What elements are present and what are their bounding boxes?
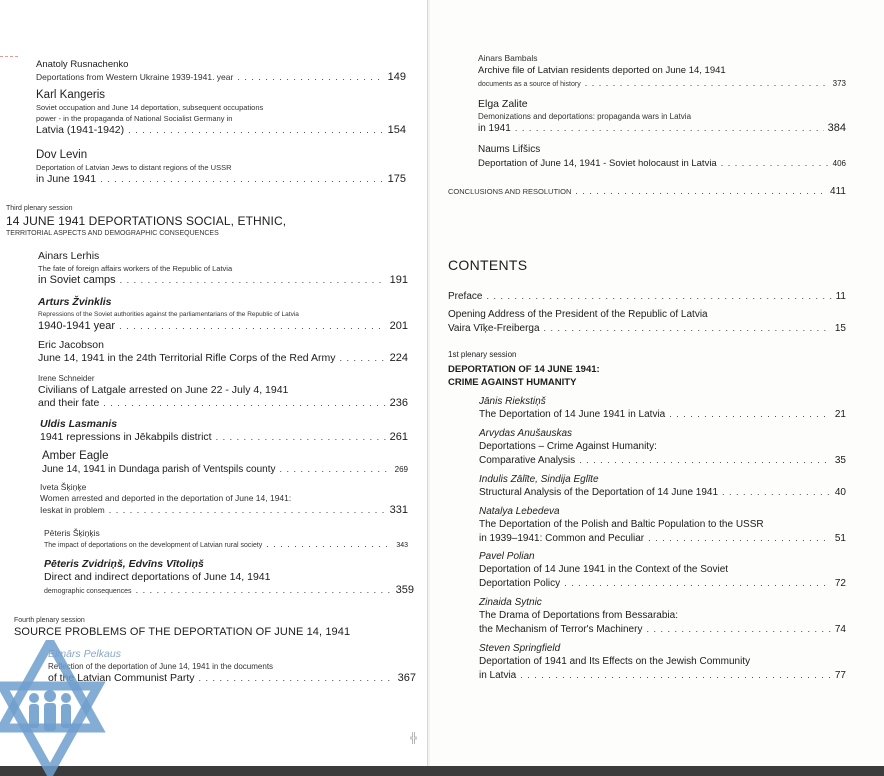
entry-line (479, 486, 846, 500)
entry-line (38, 274, 408, 287)
entry-page: 149 (387, 71, 406, 83)
toc-entry (38, 373, 408, 410)
entry-author: Pēteris Zvidriņš, Edvīns Vītoliņš (44, 558, 204, 570)
toc-entry (42, 450, 408, 476)
leader-dots (646, 624, 830, 634)
entry-page: 40 (834, 487, 846, 498)
entry-author: Irene Schneider (38, 374, 95, 383)
entry-title: Deportation of 1941 and Its Effects on the Jewish Community (479, 656, 751, 667)
entry-title: Reflection of the deportation of June 14, 1941 in the documents (48, 662, 274, 671)
session-title-line: CRIME AGAINST HUMANITY (448, 377, 577, 388)
entry-title: the Mechanism of Terror's Machinery (479, 624, 643, 635)
leader-dots (575, 186, 826, 196)
entry-title: Deportations from Western Ukraine 1939-1941. year (36, 72, 234, 82)
session-title: 14 JUNE 1941 DEPORTATIONS SOCIAL, ETHNIC, (6, 214, 287, 228)
entry-title: Deportation of June 14, 1941 - Soviet holocaust in Latvia (478, 158, 717, 169)
entry-page: 359 (395, 584, 414, 596)
entry-page: 373 (832, 79, 846, 88)
entry-line (479, 623, 846, 637)
entry-line (38, 352, 408, 365)
conclusions-entry (448, 186, 846, 197)
star-of-david-watermark-icon (0, 640, 112, 776)
toc-entry (479, 505, 846, 546)
entry-line (479, 454, 846, 468)
session-title-line: DEPORTATION OF 14 JUNE 1941: (448, 364, 600, 375)
toc-entry (478, 97, 846, 136)
session-label: Third plenary session (6, 205, 73, 212)
leader-dots (103, 398, 385, 408)
entry-line (448, 322, 846, 336)
toc-entry (38, 250, 408, 287)
session-label: 1st plenary session (448, 350, 517, 359)
entry-title: Archive file of Latvian residents deported on June 14, 1941 (478, 65, 726, 76)
entry-title: Comparative Analysis (479, 455, 576, 466)
session-title: SOURCE PROBLEMS OF THE DEPORTATION OF JUNE 14, 1941 (14, 626, 351, 638)
entry-title: 1941 repressions in Jēkabpils district (40, 431, 212, 443)
toc-entry (36, 58, 406, 83)
entry-line (44, 539, 408, 551)
toc-entry (40, 482, 408, 516)
entry-title: June 14, 1941 in Dundaga parish of Ventspils county (42, 464, 276, 475)
entry-page: 35 (834, 455, 846, 466)
leader-dots (579, 455, 831, 465)
leader-dots (128, 125, 383, 135)
toc-entry (479, 395, 846, 422)
entry-page: 384 (827, 122, 846, 134)
toc-entry (479, 642, 846, 683)
toc-entry (36, 149, 406, 186)
entry-line (479, 408, 846, 422)
entry-line (38, 320, 408, 333)
session-subtitle: TERRITORIAL ASPECTS AND DEMOGRAPHIC CONSEQUENCES (6, 230, 219, 237)
entry-page: 15 (834, 323, 846, 334)
entry-page: 331 (389, 504, 408, 516)
leader-dots (520, 670, 831, 680)
toc-entry (478, 143, 846, 171)
entry-line (40, 431, 408, 444)
leader-dots (109, 505, 386, 515)
entry-line (478, 78, 846, 90)
entry-title: in 1939–1941: Common and Peculiar (479, 533, 645, 544)
toc-entry (36, 89, 406, 137)
entry-title: The Deportation of 14 June 1941 in Latvia (479, 409, 666, 420)
entry-page: 261 (389, 431, 408, 443)
entry-page: 236 (389, 397, 408, 409)
toc-entry (38, 339, 408, 365)
leader-dots (198, 673, 393, 683)
leader-dots (100, 174, 384, 184)
entry-title: Ieskat in problem (40, 505, 105, 515)
entry-title: power - in the propaganda of National Socialist Germany in (36, 114, 233, 123)
entry-line (478, 157, 846, 171)
entry-line (44, 584, 414, 597)
entry-line (36, 71, 406, 83)
leader-dots (237, 72, 383, 82)
session-title (448, 363, 600, 389)
entry-title: Direct and indirect deportations of June 14, 1941 (44, 571, 271, 583)
entry-title: in June 1941 (36, 173, 97, 185)
entry-page: 51 (834, 533, 846, 544)
session-label: Fourth plenary session (14, 617, 85, 624)
entry-title: Vaira Vīķe-Freiberga (448, 323, 540, 334)
entry-author: Zinaida Sytnic (479, 597, 542, 608)
contents-title: CONTENTS (448, 257, 528, 273)
entry-author: Iveta Šķiņķe (40, 482, 87, 492)
entry-title: Women arrested and deported in the deportation of June 14, 1941: (40, 493, 292, 503)
entry-author: Jānis Riekstiņš (479, 396, 546, 407)
leader-dots (339, 353, 385, 363)
leader-dots (266, 539, 392, 549)
entry-page: 72 (834, 578, 846, 589)
entry-line (36, 173, 406, 186)
entry-line (38, 397, 408, 410)
leader-dots (515, 123, 824, 133)
toc-entry (44, 528, 408, 551)
entry-author: Pavel Polian (479, 551, 535, 562)
leader-dots (119, 321, 386, 331)
entry-title: The Drama of Deportations from Bessarabia: (479, 610, 678, 621)
toc-entry (40, 418, 408, 444)
entry-author: Ainars Bambals (478, 53, 538, 63)
entry-title: CONCLUSIONS AND RESOLUTION (448, 187, 572, 196)
entry-author: Uldis Lasmanis (40, 418, 118, 430)
entry-line (479, 532, 846, 546)
entry-title: 1940-1941 year (38, 320, 116, 332)
entry-author: Elga Zalite (478, 98, 528, 110)
entry-title: in 1941 (478, 123, 511, 134)
toc-entry (448, 308, 846, 336)
entry-title: Deportation of Latvian Jews to distant regions of the USSR (36, 163, 232, 172)
entry-page: 74 (834, 624, 846, 635)
leader-dots (585, 78, 829, 88)
entry-author: Eric Jacobson (38, 339, 104, 351)
entry-author: Ainars Lerhis (38, 250, 100, 262)
margin-mark (0, 56, 18, 57)
scan-edge (0, 766, 884, 776)
entry-author: Indulis Zālīte, Sindija Eglīte (479, 474, 599, 485)
entry-author: Natalya Lebedeva (479, 506, 560, 517)
entry-line (479, 577, 846, 591)
entry-title: and their fate (38, 397, 100, 409)
entry-page: 77 (834, 670, 846, 681)
entry-title: Deportation of 14 June 1941 in the Context of the Soviet (479, 564, 729, 575)
entry-title: Civilians of Latgale arrested on June 22 - July 4, 1941 (38, 384, 289, 396)
entry-page: 191 (389, 274, 408, 286)
toc-entry (448, 290, 846, 304)
toc-entry (479, 427, 846, 468)
entry-title: in Soviet camps (38, 274, 116, 286)
leader-dots (216, 432, 386, 442)
entry-title: Deportations – Crime Against Humanity: (479, 441, 657, 452)
entry-page: 224 (389, 352, 408, 364)
entry-author: Dov Levin (36, 149, 88, 161)
entry-title: Structural Analysis of the Deportation of 14 June 1941 (479, 487, 719, 498)
leader-dots (544, 323, 831, 333)
entry-title: The Deportation of the Polish and Baltic Population to the USSR (479, 519, 764, 530)
entry-line (40, 504, 408, 516)
entry-title: The fate of foreign affairs workers of the Republic of Latvia (38, 264, 233, 273)
entry-title: in Latvia (479, 670, 517, 681)
toc-entry (478, 53, 846, 90)
leader-dots (669, 409, 831, 419)
entry-title: Deportation Policy (479, 578, 561, 589)
entry-page: 175 (387, 173, 406, 185)
leader-dots (136, 585, 392, 595)
toc-entry (479, 473, 846, 500)
entry-author: Arvydas Anušauskas (479, 428, 573, 439)
entry-title: documents as a source of history (478, 81, 581, 88)
entry-author: Anatoly Rusnachenko (36, 59, 129, 70)
entry-page: 343 (396, 542, 408, 549)
entry-author: Naums Lifšics (478, 144, 541, 155)
entry-page: 201 (389, 320, 408, 332)
entry-title: Preface (448, 291, 483, 302)
entry-line (36, 124, 406, 137)
entry-page: 269 (394, 465, 408, 474)
entry-page: 411 (830, 186, 846, 197)
entry-line (478, 122, 846, 136)
toc-entry (479, 596, 846, 637)
entry-page: 367 (397, 672, 416, 684)
toc-entry (38, 296, 408, 333)
entry-author: Karl Kangeris (36, 89, 106, 101)
entry-title: of the Latvian Communist Party (48, 672, 195, 684)
leader-dots (721, 158, 829, 168)
entry-title: Soviet occupation and June 14 deportation, subsequent occupations (36, 103, 264, 112)
leader-dots (648, 533, 831, 543)
entry-author: Steven Springfield (479, 643, 561, 654)
entry-title: Latvia (1941-1942) (36, 124, 125, 136)
entry-line (448, 186, 846, 197)
toc-entry (44, 558, 414, 597)
entry-title: demographic consequences (44, 588, 132, 595)
toc-entry (479, 550, 846, 591)
entry-line (42, 463, 408, 476)
entry-title: Opening Address of the President of the Republic of Latvia (448, 309, 708, 320)
entry-title: June 14, 1941 in the 24th Territorial Rifle Corps of the Red Army (38, 352, 336, 364)
entry-author: Arturs Žvinklis (38, 296, 112, 308)
entry-author: Amber Eagle (42, 450, 109, 462)
leader-dots (486, 291, 831, 301)
entry-title: Repressions of the Soviet authorities against the parliamentarians of the Republic of Latvia (38, 311, 299, 318)
entry-title: The impact of deportations on the development of Latvian rural society (44, 542, 263, 549)
entry-line (479, 669, 846, 683)
leader-dots (564, 578, 831, 588)
entry-author: Elmārs Pelkaus (48, 648, 121, 660)
entry-author: Pēteris Šķiņķis (44, 528, 100, 538)
leader-dots (722, 487, 831, 497)
entry-page: 154 (387, 124, 406, 136)
entry-title: Demonizations and deportations: propaganda wars in Latvia (478, 112, 692, 121)
leader-dots (120, 275, 386, 285)
leader-dots (280, 464, 391, 474)
entry-page: 406 (832, 159, 846, 168)
entry-page: 11 (835, 291, 846, 302)
binding-mark-icon: ╬ (410, 733, 418, 744)
entry-line (448, 290, 846, 304)
entry-page: 21 (834, 409, 846, 420)
